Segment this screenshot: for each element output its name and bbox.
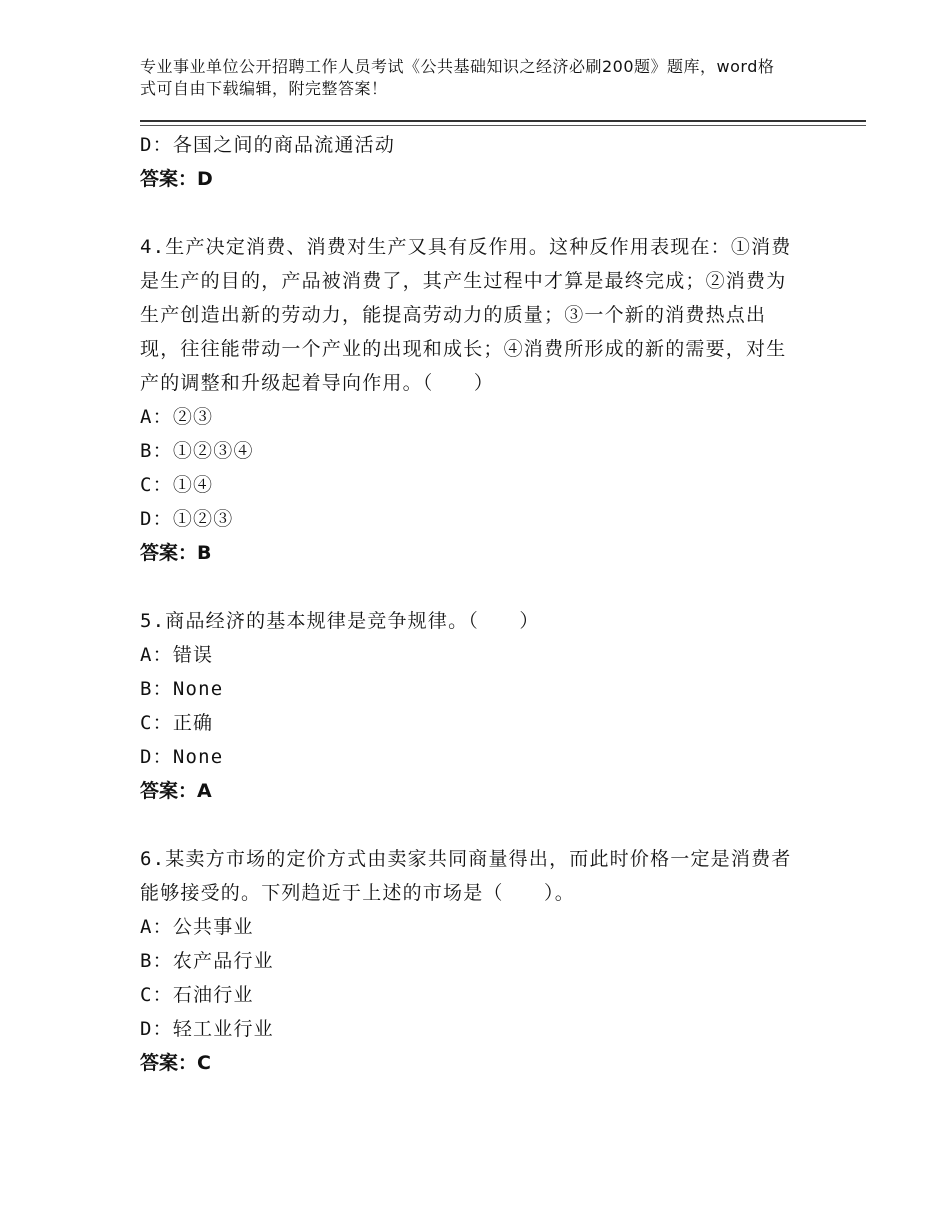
option-c: C：正确 [140, 712, 214, 734]
answer-label: 答案：B [140, 542, 212, 564]
option-b: B：①②③④ [140, 440, 254, 462]
option-b: B：None [140, 678, 224, 700]
option-d: D：轻工业行业 [140, 1018, 274, 1040]
header-divider-thin [140, 125, 866, 126]
header-divider-thick [140, 120, 866, 122]
question-list [140, 128, 820, 1080]
option-b: B：农产品行业 [140, 950, 274, 972]
answer-label: 答案：D [140, 168, 213, 190]
question-text: 6.某卖方市场的定价方式由卖家共同商量得出，而此时价格一定是消费者能够接受的。下列趋近于上述的市场是（ ）。 [140, 848, 792, 904]
option-d: D：①②③ [140, 508, 234, 530]
option-a: A：②③ [140, 406, 214, 428]
document-header: 专业事业单位公开招聘工作人员考试《公共基础知识之经济必刷200题》题库，word格式可自由下载编辑，附完整答案！ [140, 57, 775, 98]
question-6 [140, 842, 820, 1080]
option-a: A：错误 [140, 644, 214, 666]
spacer [140, 808, 820, 842]
answer-label: 答案：A [140, 780, 212, 802]
spacer [140, 570, 820, 604]
question-4 [140, 230, 820, 570]
option-c: C：石油行业 [140, 984, 254, 1006]
option-c: C：①④ [140, 474, 214, 496]
question-5 [140, 604, 820, 808]
option-a: A：公共事业 [140, 916, 254, 938]
question-3-tail [140, 128, 820, 196]
answer-label: 答案：C [140, 1052, 211, 1074]
spacer [140, 196, 820, 230]
question-text: 5.商品经济的基本规律是竞争规律。（ ） [140, 610, 540, 632]
option-d: D：None [140, 746, 224, 768]
option-d: D：各国之间的商品流通活动 [140, 134, 396, 156]
question-text: 4.生产决定消费、消费对生产又具有反作用。这种反作用表现在：①消费是生产的目的，产品被消费了，其产生过程中才算是最终完成；②消费为生产创造出新的劳动力，能提高劳动力的质量；③一个新的消费热点出现，往往能带动一个产业的出现和成长；④消费所形成的新的需要，对生产的调整和升级起着导向作用。（ ） [140, 236, 792, 394]
